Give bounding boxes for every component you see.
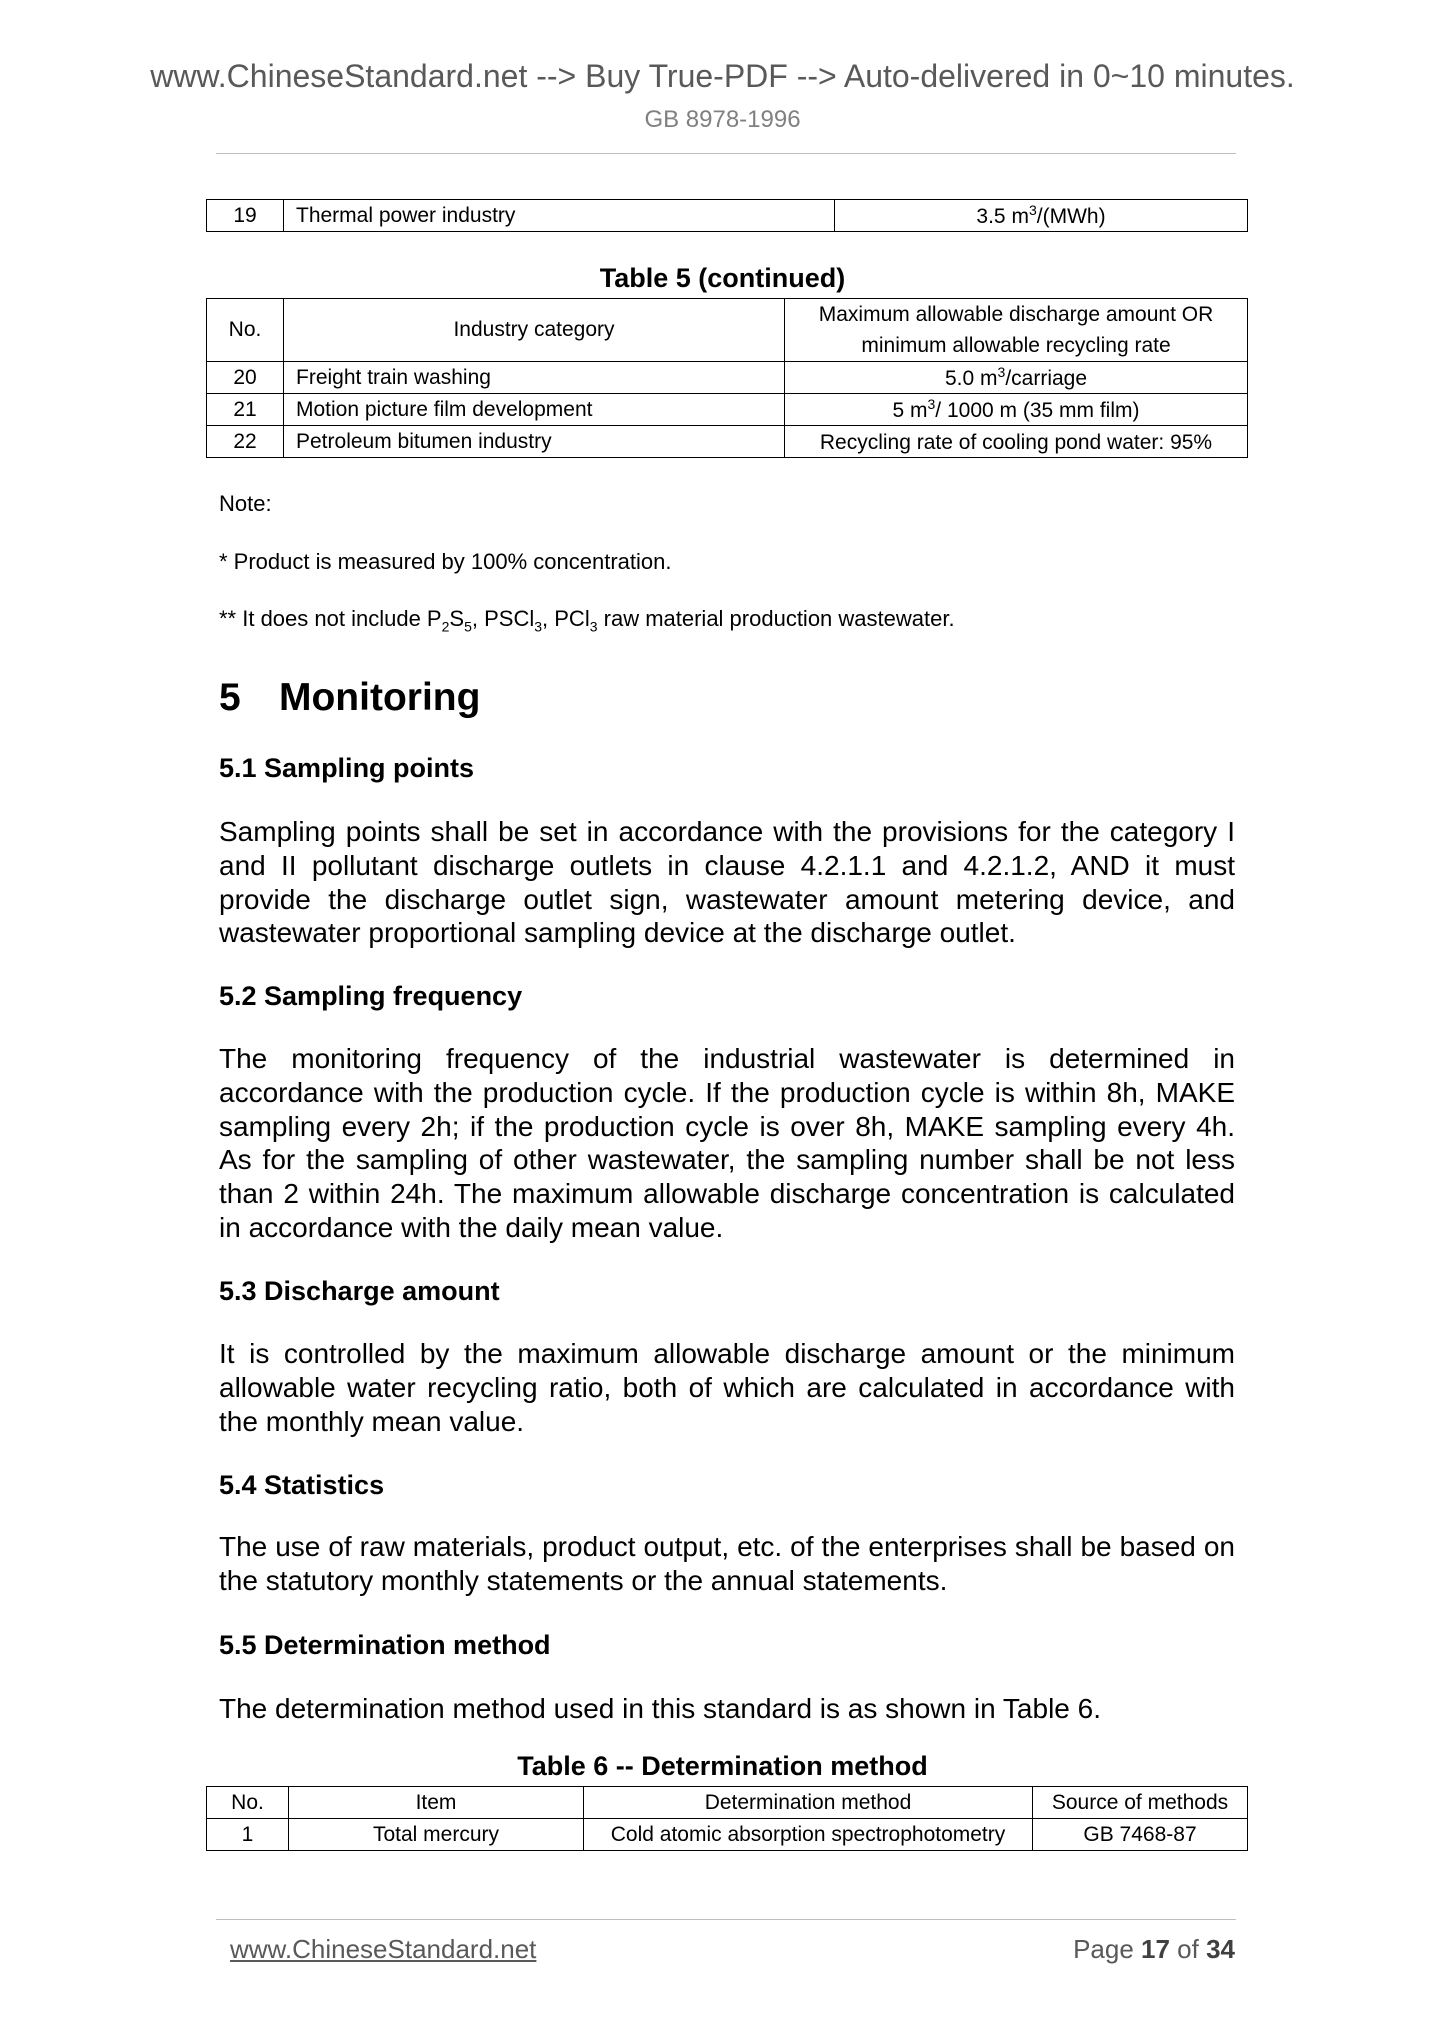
paragraph: The determination method used in this standard is as shown in Table 6. (219, 1693, 1101, 1724)
header-banner: www.ChineseStandard.net --> Buy True-PDF --> Auto-delivered in 0~10 minutes. (150, 58, 1295, 94)
cell-no: 22 (207, 426, 284, 458)
note-2: ** It does not include $P_2S_5$, PSCl$_3$, PCl$_3$ raw material production wastewater. (219, 606, 955, 635)
cell-category: Thermal power industry (284, 200, 835, 232)
note-label: Note: (219, 491, 272, 516)
table5-carryover (206, 199, 1248, 232)
table6-caption: Table 6 -- Determination method (517, 1751, 928, 1781)
header-method: Determination method (584, 1787, 1033, 1819)
table-row (207, 394, 1248, 426)
header-divider (216, 153, 1236, 154)
table-row (207, 1819, 1248, 1851)
subsection-heading: 5.1 Sampling points (219, 753, 475, 783)
standard-number: GB 8978-1996 (644, 106, 801, 133)
subsection-heading: 5.2 Sampling frequency (219, 981, 523, 1011)
cell-no: 19 (207, 200, 284, 232)
footer-divider (216, 1919, 1236, 1920)
cell-method: Cold atomic absorption spectrophotometry (584, 1819, 1033, 1851)
cell-no: 1 (207, 1819, 289, 1851)
note-1: * Product is measured by 100% concentration. (219, 549, 672, 574)
subsection-heading: 5.4 Statistics (219, 1470, 385, 1500)
cell-value: 5 $m^3/$ 1000 m (35 mm film) (785, 394, 1248, 426)
cell-value: Recycling rate of cooling pond water: 95% (785, 426, 1248, 458)
cell-no: 21 (207, 394, 284, 426)
table5 (206, 298, 1248, 458)
cell-no: 20 (207, 362, 284, 394)
header-no: No. (207, 299, 284, 362)
header-item: Item (289, 1787, 584, 1819)
cell-category: Freight train washing (284, 362, 785, 394)
table-header-row (207, 299, 1248, 362)
cell-category: Petroleum bitumen industry (284, 426, 785, 458)
table5-caption: Table 5 (continued) (599, 263, 846, 293)
paragraph: Sampling points shall be set in accordance with the provisions for the category I and II pollutant discharge outlets in clause 4.2.1.1 and 4.2.1.2, AND it must provide the discharge outlet sign, wastewater amount metering device, and wastewater proportional sampling device at the discharge outlet. (219, 816, 1235, 949)
table-row (207, 362, 1248, 394)
header-value: Maximum allowable discharge amount OR minimum allowable recycling rate (785, 299, 1248, 362)
footer-site-link[interactable]: www.ChineseStandard.net (230, 1934, 537, 1964)
page-number: Page 17 of 34 (1073, 1934, 1235, 1964)
paragraph: The monitoring frequency of the industrial wastewater is determined in accordance with the production cycle. If the production cycle is within 8h, MAKE sampling every 2h; if the production cycle is over 8h, MAKE sampling every 4h. As for the sampling of other wastewater, the sampling number shall be not less than 2 within 24h. The maximum allowable discharge concentration is calculated in accordance with the daily mean value. (219, 1043, 1235, 1243)
subsection-heading: 5.3 Discharge amount (219, 1276, 500, 1306)
paragraph: It is controlled by the maximum allowable discharge amount or the minimum allowable water recycling ratio, both of which are calculated in accordance with the monthly mean value. (219, 1338, 1235, 1437)
subsection-heading: 5.5 Determination method (219, 1630, 551, 1660)
table6 (206, 1786, 1248, 1851)
table-row (207, 200, 1248, 232)
header-source: Source of methods (1033, 1787, 1248, 1819)
cell-value: 5.0 $m^3$/carriage (785, 362, 1248, 394)
paragraph: The use of raw materials, product output, etc. of the enterprises shall be based on the statutory monthly statements or the annual statements. (219, 1531, 1235, 1596)
cell-value: 3.5 $m^3/(MWh)$ (835, 200, 1248, 232)
header-category: Industry category (284, 299, 785, 362)
table-row (207, 426, 1248, 458)
cell-category: Motion picture film development (284, 394, 785, 426)
header-no: No. (207, 1787, 289, 1819)
table-header-row (207, 1787, 1248, 1819)
cell-item: Total mercury (289, 1819, 584, 1851)
cell-source: GB 7468-87 (1033, 1819, 1248, 1851)
section-heading: 5 Monitoring (219, 676, 481, 719)
